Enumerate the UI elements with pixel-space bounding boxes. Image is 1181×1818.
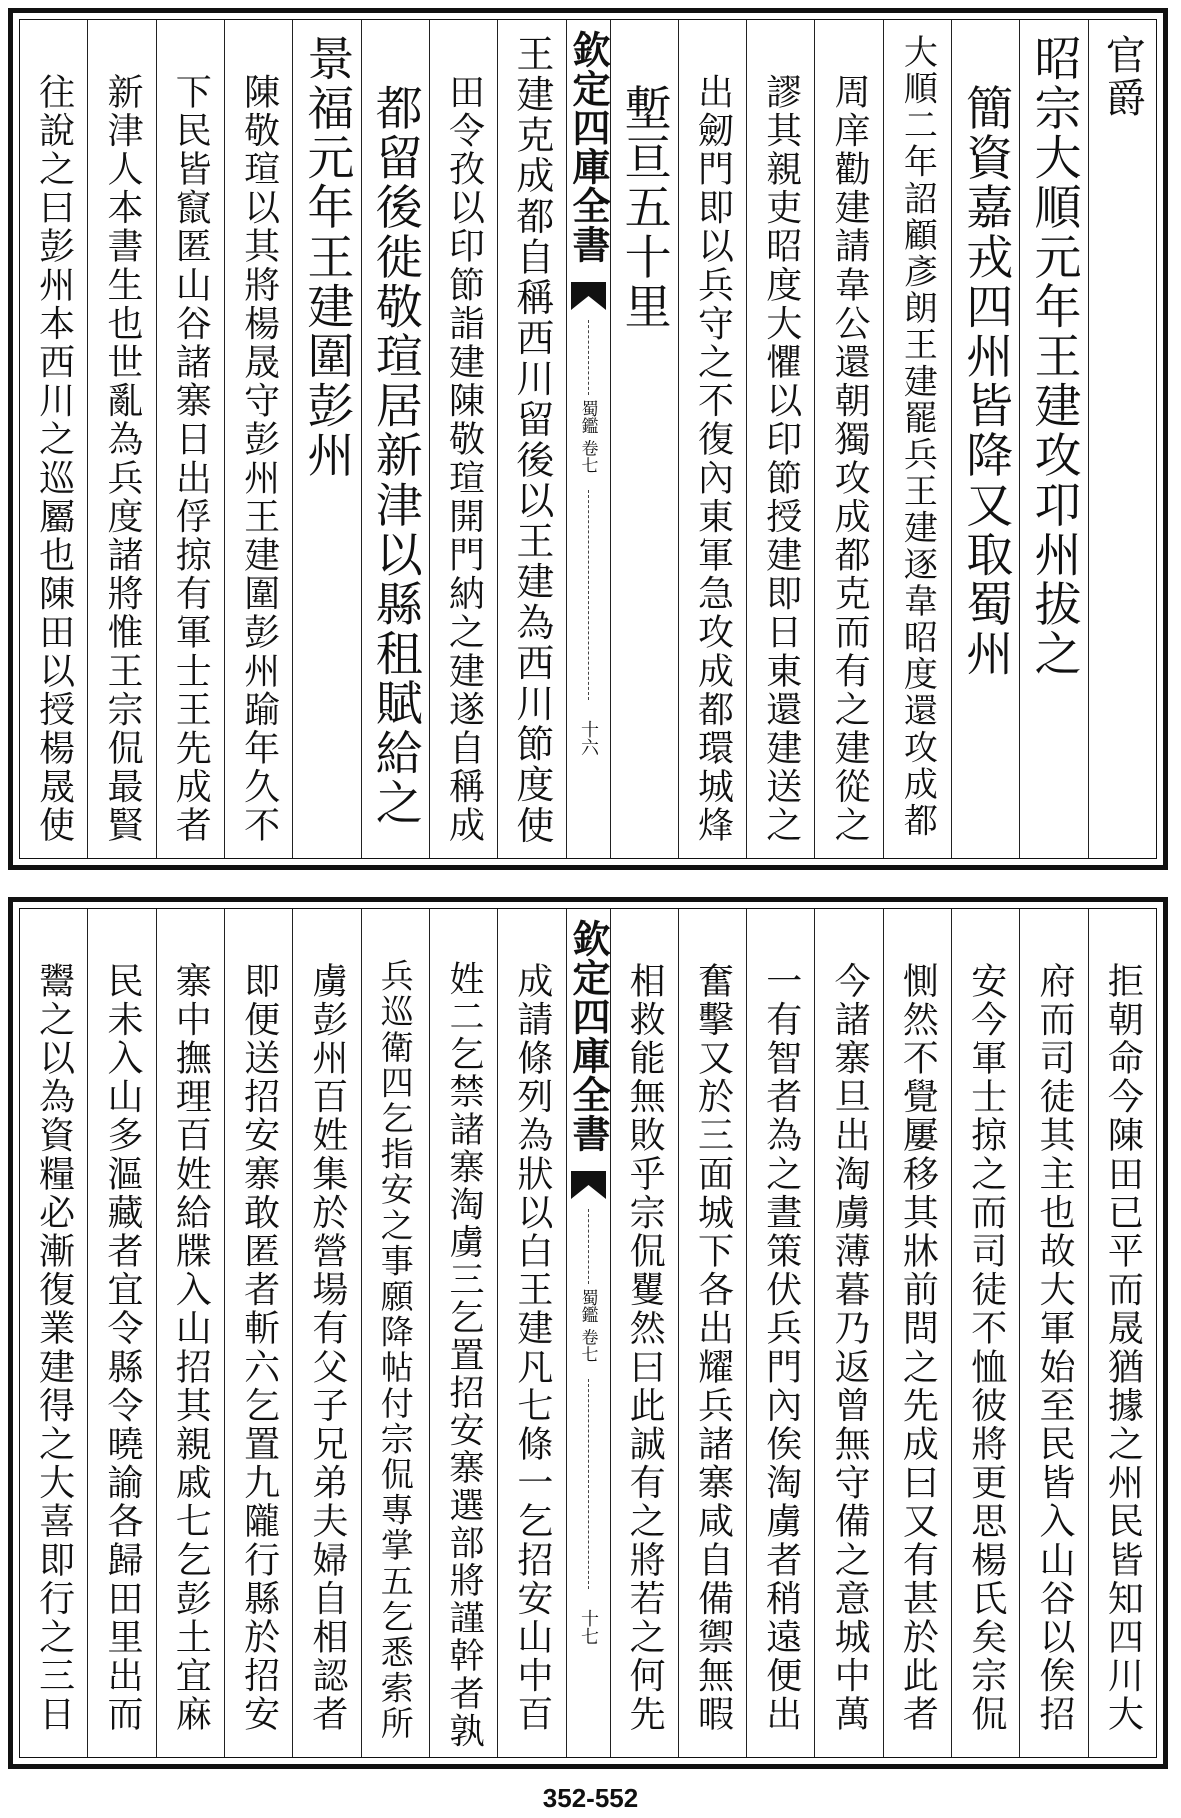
text-column	[678, 909, 746, 1757]
bottom-page	[8, 897, 1168, 1769]
text-column	[20, 20, 87, 858]
top-columns	[20, 20, 1156, 858]
margin-dash	[588, 1379, 589, 1589]
column-text: 出劒門即以兵守之不復內東軍急攻成都環城烽	[692, 34, 734, 845]
column-text: 府而司徒其主也故大軍始至民皆入山谷以俟招	[1034, 923, 1076, 1734]
margin-dash	[588, 490, 589, 700]
column-text: 田令孜以印節詣建陳敬瑄開門納之建遂自稱成	[443, 34, 485, 845]
column-text: 下民皆竄匿山谷諸寨日出俘掠有軍士王先成者	[170, 34, 212, 845]
text-column	[1019, 20, 1087, 858]
column-text: 成請條列為狀以白王建凡七條一乞招安山中百	[511, 923, 553, 1734]
volume-label: 蜀鑑 卷七	[577, 1289, 598, 1363]
text-column	[429, 20, 497, 858]
text-column	[429, 909, 497, 1757]
text-column	[951, 909, 1019, 1757]
column-text: 新津人本書生也世亂為兵度諸將惟王宗侃最賢	[101, 34, 143, 845]
column-text: 姓二乞禁諸寨淘虜三乞置招安寨選部將謹幹者孰	[444, 923, 485, 1751]
page-footer-number: 352-552	[542, 1783, 639, 1813]
text-column	[361, 909, 429, 1757]
volume-label: 蜀鑑 卷七	[577, 400, 598, 474]
bottom-page-frame	[19, 908, 1157, 1758]
book-title-banner: 欽定四庫全書	[566, 919, 611, 1153]
text-column	[814, 909, 882, 1757]
column-text: 景福元年王建圍彭州	[299, 34, 355, 481]
book-title-banner: 欽定四庫全書	[566, 30, 611, 264]
text-column	[746, 20, 814, 858]
center-margin	[566, 909, 610, 1757]
text-column	[1088, 20, 1156, 858]
column-text: 塹亘五十里	[616, 34, 672, 332]
text-column	[224, 909, 292, 1757]
column-text: 惻然不覺屢移其牀前問之先成曰又有甚於此者	[897, 923, 939, 1734]
fishtail-mark-icon	[571, 1171, 606, 1199]
margin-dash	[588, 320, 589, 395]
text-column	[497, 909, 565, 1757]
top-page	[8, 8, 1168, 870]
column-text: 往說之曰彭州本西川之巡屬也陳田以授楊晟使	[33, 34, 75, 845]
text-column	[87, 909, 155, 1757]
text-column	[87, 20, 155, 858]
column-text: 奮擊又於三面城下各出耀兵諸寨咸自備禦無暇	[692, 923, 734, 1734]
column-text: 民未入山多漚藏者宜令縣令曉諭各歸田里出而	[101, 923, 143, 1734]
column-text: 鬻之以為資糧必漸復業建得之大喜即行之三日	[33, 923, 75, 1734]
text-column	[883, 909, 951, 1757]
text-column	[224, 20, 292, 858]
bottom-columns	[20, 909, 1156, 1757]
text-column	[610, 909, 678, 1757]
text-column	[497, 20, 565, 858]
column-text: 今諸寨旦出淘虜薄暮乃返曾無守備之意城中萬	[829, 923, 871, 1734]
text-column	[1088, 909, 1156, 1757]
center-margin	[566, 20, 610, 858]
text-column	[746, 909, 814, 1757]
column-text: 大順二年詔顧彥朗王建罷兵王建逐韋昭度還攻成都	[897, 34, 938, 840]
page-number: 十七	[578, 1609, 599, 1645]
column-text: 謬其親吏昭度大懼以印節授建即日東還建送之	[760, 34, 802, 845]
text-column	[1019, 909, 1087, 1757]
column-text: 拒朝命今陳田已平而晟猶據之州民皆知四川大	[1102, 923, 1144, 1734]
column-text: 相救能無敗乎宗侃矍然曰此誠有之將若之何先	[624, 923, 666, 1734]
text-column	[814, 20, 882, 858]
text-column	[292, 909, 360, 1757]
top-page-frame	[19, 19, 1157, 859]
page-number: 十六	[578, 720, 599, 756]
column-text: 虜彭州百姓集於營場有父子兄弟夫婦自相認者	[306, 923, 348, 1734]
text-column	[156, 20, 224, 858]
fishtail-mark-icon	[571, 282, 606, 310]
column-text: 王建克成都自稱西川留後以王建為西川節度使	[509, 34, 554, 846]
text-column	[20, 909, 87, 1757]
column-text: 陳敬瑄以其將楊晟守彭州王建圍彭州踰年久不	[238, 34, 280, 845]
column-text: 兵巡衛四乞指安之事願降帖付宗侃專掌五乞悉索所	[375, 923, 415, 1742]
text-column	[883, 20, 951, 858]
column-text: 即便送招安寨敢匿者斬六乞置九隴行縣於招安	[238, 923, 280, 1734]
text-column	[951, 20, 1019, 858]
text-column	[610, 20, 678, 858]
column-text: 都留後徙敬瑄居新津以縣租賦給之	[367, 34, 423, 828]
text-column	[361, 20, 429, 858]
column-text: 安今軍士掠之而司徒不恤彼將更思楊氏矣宗侃	[965, 923, 1007, 1734]
text-column	[156, 909, 224, 1757]
text-column	[292, 20, 360, 858]
column-text: 官爵	[1099, 34, 1146, 120]
column-text: 周庠勸建請韋公還朝獨攻成都克而有之建從之	[829, 34, 871, 845]
column-text: 寨中撫理百姓給牒入山招其親戚七乞彭土宜麻	[170, 923, 212, 1734]
text-column	[678, 20, 746, 858]
margin-dash	[588, 1209, 589, 1284]
column-text: 一有智者為之晝策伏兵門內俟淘虜者稍遠便出	[760, 923, 802, 1734]
column-text: 昭宗大順元年王建攻卭州拔之	[1026, 34, 1082, 679]
column-text: 簡資嘉戎四州皆降又取蜀州	[958, 34, 1014, 679]
